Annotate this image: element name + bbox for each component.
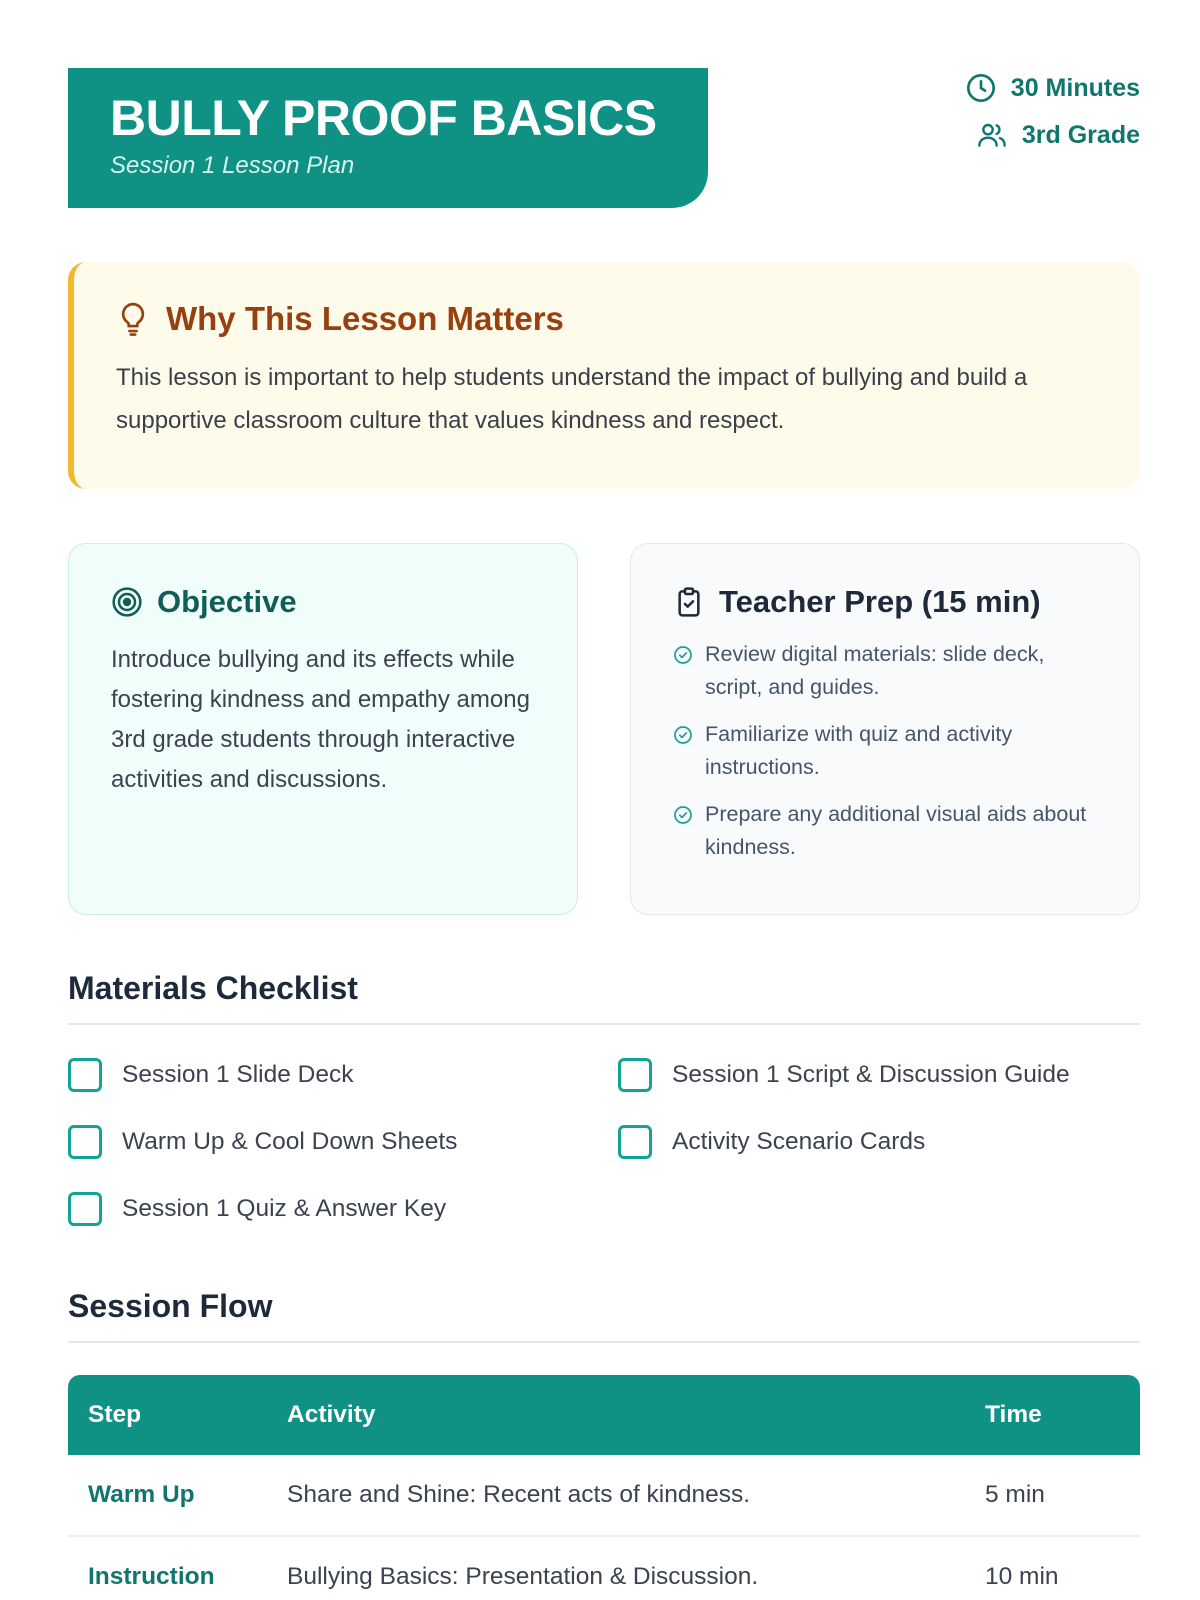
header-activity: Activity [287,1401,376,1428]
checklist-item-label: Session 1 Slide Deck [122,1061,354,1088]
clock-icon [965,72,997,104]
why-title: Why This Lesson Matters [166,300,564,337]
lightbulb-icon [116,300,150,338]
checklist-item-label: Session 1 Quiz & Answer Key [122,1195,447,1222]
session-flow-table [68,1375,1140,1600]
row-step: Warm Up [88,1481,195,1508]
checklist-item[interactable] [68,1192,618,1226]
prep-item-text: Familiarize with quiz and activity instructions. [705,722,1013,779]
checkbox[interactable] [68,1058,102,1092]
row-activity: Share and Shine: Recent acts of kindness. [287,1481,751,1508]
users-icon [976,119,1008,151]
why-text: This lesson is important to help students understand the impact of bullying and build a supportive classroom culture that values kindness and respect. [116,364,1028,434]
row-step: Instruction [88,1563,215,1590]
grade-row [965,117,1140,153]
row-activity: Bullying Basics: Presentation & Discussion. [287,1563,759,1590]
checklist-item[interactable] [68,1125,618,1159]
objective-title: Objective [157,584,297,619]
header-time: Time [985,1401,1042,1428]
prep-header [673,584,1099,620]
target-icon [111,586,143,618]
prep-item-text: Prepare any additional visual aids about kindness. [705,802,1087,859]
table-row [68,1455,1140,1537]
checklist-item[interactable] [618,1125,1140,1159]
check-circle-icon [673,645,693,665]
table-row [68,1537,1140,1600]
objective-text: Introduce bullying and its effects while fostering kindness and empathy among 3rd grade students through interactive activities and discussions. [111,646,530,793]
checklist-item-label: Session 1 Script & Discussion Guide [672,1061,1070,1088]
lesson-meta [965,70,1140,164]
session-flow-title: Session Flow [68,1288,1140,1343]
objective-header [111,584,537,620]
row-time: 5 min [985,1481,1045,1508]
grade-label: 3rd Grade [1021,120,1140,149]
page-subtitle: Session 1 Lesson Plan [110,152,355,179]
table-header [68,1375,1140,1455]
checklist-item-label: Activity Scenario Cards [672,1128,926,1155]
prep-title: Teacher Prep (15 min) [719,584,1041,619]
duration-row [965,70,1140,106]
check-circle-icon [673,805,693,825]
checkbox[interactable] [618,1058,652,1092]
objective-card [68,543,578,915]
checklist-item-label: Warm Up & Cool Down Sheets [122,1128,458,1155]
list-item [673,638,1099,704]
row-time: 10 min [985,1563,1059,1590]
materials-checklist [68,1058,1140,1226]
checkbox[interactable] [68,1125,102,1159]
checkbox[interactable] [68,1192,102,1226]
prep-item-text: Review digital materials: slide deck, script, and guides. [705,642,1045,699]
prep-list [673,638,1099,864]
title-banner [68,68,708,208]
checkbox[interactable] [618,1125,652,1159]
list-item [673,718,1099,784]
check-circle-icon [673,725,693,745]
page-title: BULLY PROOF BASICS [110,90,657,146]
clipboard-check-icon [673,586,705,618]
lesson-plan-page [68,0,1140,1600]
teacher-prep-card [630,543,1140,915]
why-header [116,300,1100,338]
materials-section-title: Materials Checklist [68,970,1140,1025]
duration-label: 30 Minutes [1010,73,1140,102]
checklist-item[interactable] [68,1058,618,1092]
why-lesson-matters-card [68,262,1140,489]
checklist-item[interactable] [618,1058,1140,1092]
header-step: Step [88,1401,142,1428]
list-item [673,798,1099,864]
